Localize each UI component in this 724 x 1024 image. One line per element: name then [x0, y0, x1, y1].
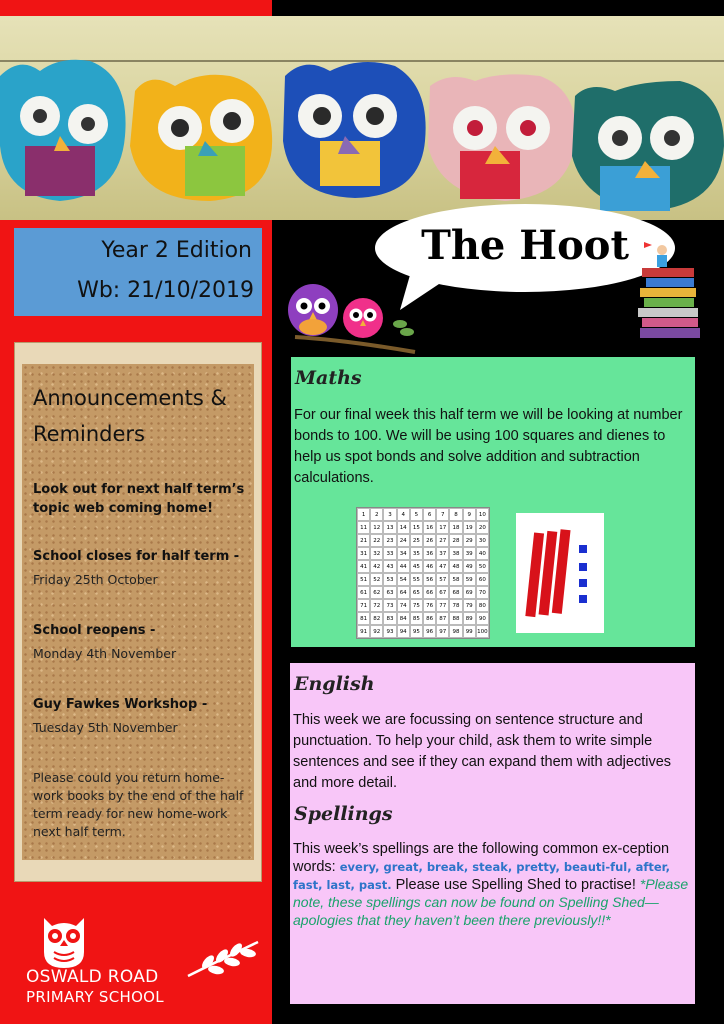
hundred-square-cell: 94 — [397, 625, 410, 638]
hundred-square-cell: 18 — [449, 521, 462, 534]
school-reopens-label: School reopens - — [33, 623, 156, 638]
edition-box — [14, 228, 262, 316]
hundred-square-cell: 32 — [370, 547, 383, 560]
hundred-square-cell: 71 — [357, 599, 370, 612]
hundred-square-cell: 76 — [423, 599, 436, 612]
spellings-words: every, great, break, steak, pretty, beauti-ful, after, fast, last, past. — [293, 860, 671, 892]
hundred-square-cell: 78 — [449, 599, 462, 612]
hundred-square-cell: 4 — [397, 508, 410, 521]
hundred-square-cell: 10 — [476, 508, 489, 521]
hundred-square-cell: 100 — [476, 625, 489, 638]
guy-fawkes-date: Tuesday 5th November — [33, 720, 178, 735]
hundred-square-cell: 7 — [436, 508, 449, 521]
hundred-square-cell: 95 — [410, 625, 423, 638]
edition-week: Wb: 21/10/2019 — [77, 278, 254, 303]
hundred-square-cell: 79 — [463, 599, 476, 612]
hundred-square-cell: 40 — [476, 547, 489, 560]
hundred-square-cell: 28 — [449, 534, 462, 547]
hundred-square-cell: 80 — [476, 599, 489, 612]
hundred-square-cell: 49 — [463, 560, 476, 573]
school-closes-label: School closes for half term - — [33, 549, 240, 564]
hundred-square-cell: 85 — [410, 612, 423, 625]
school-logo — [26, 910, 266, 1010]
hundred-square-cell: 17 — [436, 521, 449, 534]
hundred-square-cell: 47 — [436, 560, 449, 573]
hundred-square-cell: 73 — [383, 599, 396, 612]
hundred-square-cell: 69 — [463, 586, 476, 599]
hundred-square-cell: 83 — [383, 612, 396, 625]
hundred-square-cell: 52 — [370, 573, 383, 586]
english-text: This week we are focussing on sentence structure and punctuation. To help your child, ask them to write simple sentences and see if they can expand them with adjectives and more detail. — [293, 712, 672, 791]
hundred-square-cell: 56 — [423, 573, 436, 586]
hundred-square-cell: 63 — [383, 586, 396, 599]
hundred-square-cell: 59 — [463, 573, 476, 586]
hundred-square-cell: 20 — [476, 521, 489, 534]
hundred-square-cell: 46 — [423, 560, 436, 573]
hundred-square-cell: 43 — [383, 560, 396, 573]
topic-web-reminder: Look out for next half term’s topic web coming home! — [33, 482, 245, 516]
hundred-square-cell: 58 — [449, 573, 462, 586]
hundred-square-cell: 70 — [476, 586, 489, 599]
hundred-square-cell: 15 — [410, 521, 423, 534]
edition-year: Year 2 Edition — [101, 238, 252, 263]
hundred-square-cell: 62 — [370, 586, 383, 599]
hundred-square-cell: 97 — [436, 625, 449, 638]
hundred-square-cell: 81 — [357, 612, 370, 625]
hundred-square-cell: 26 — [423, 534, 436, 547]
hundred-square-cell: 23 — [383, 534, 396, 547]
owl-5 — [572, 81, 724, 211]
hundred-square-cell: 44 — [397, 560, 410, 573]
hundred-square-cell: 54 — [397, 573, 410, 586]
hundred-square-cell: 12 — [370, 521, 383, 534]
hundred-square-cell: 29 — [463, 534, 476, 547]
english-heading: English — [294, 673, 375, 695]
newsletter-title: The Hoot — [421, 222, 629, 269]
hundred-square-cell: 37 — [436, 547, 449, 560]
spellings-heading: Spellings — [294, 803, 393, 825]
hundred-square-cell: 42 — [370, 560, 383, 573]
hundred-square-cell: 51 — [357, 573, 370, 586]
hundred-square-cell: 87 — [436, 612, 449, 625]
hundred-square-cell: 67 — [436, 586, 449, 599]
hundred-square-cell: 30 — [476, 534, 489, 547]
maths-section — [291, 357, 695, 647]
school-closes-date: Friday 25th October — [33, 572, 158, 587]
hundred-square-cell: 75 — [410, 599, 423, 612]
hundred-square-cell: 9 — [463, 508, 476, 521]
spellings-note: *Please note, these spellings can now be found on Spelling Shed—apologies that they haven’t been there previously!!* — [293, 876, 689, 928]
spellings-text — [293, 840, 692, 930]
hundred-square-cell: 8 — [449, 508, 462, 521]
hundred-square-cell: 34 — [397, 547, 410, 560]
dienes-blocks-image — [516, 513, 604, 633]
hundred-square-cell: 96 — [423, 625, 436, 638]
hundred-square-cell: 36 — [423, 547, 436, 560]
maths-heading: Maths — [295, 367, 362, 389]
hundred-square-cell: 25 — [410, 534, 423, 547]
owl-logo-icon — [36, 912, 92, 970]
hundred-square-cell: 19 — [463, 521, 476, 534]
hundred-square-cell: 50 — [476, 560, 489, 573]
hundred-square-cell: 11 — [357, 521, 370, 534]
hundred-square-cell: 77 — [436, 599, 449, 612]
hundred-square-cell: 3 — [383, 508, 396, 521]
hundred-square-cell: 45 — [410, 560, 423, 573]
hundred-square-cell: 91 — [357, 625, 370, 638]
hundred-square-cell: 64 — [397, 586, 410, 599]
hundred-square-image — [356, 507, 490, 639]
banner-owls-photo — [0, 16, 724, 220]
maths-text: For our final week this half term we will be looking at number bonds to 100. We will be using 100 squares and dienes to help us spot bonds and solve addition and subtraction calculations. — [294, 407, 683, 486]
hundred-square-cell: 39 — [463, 547, 476, 560]
hundred-square-cell: 27 — [436, 534, 449, 547]
spellings-intro: This week’s spellings are the following common ex-ception words: — [293, 841, 670, 875]
hundred-square-cell: 82 — [370, 612, 383, 625]
hundred-square-cell: 60 — [476, 573, 489, 586]
hundred-square-cell: 6 — [423, 508, 436, 521]
books-stack-icon — [636, 240, 704, 342]
hundred-square-cell: 53 — [383, 573, 396, 586]
hundred-square-cell: 68 — [449, 586, 462, 599]
hundred-square-cell: 24 — [397, 534, 410, 547]
hundred-square-cell: 65 — [410, 586, 423, 599]
hundred-square-cell: 33 — [383, 547, 396, 560]
hundred-square-cell: 2 — [370, 508, 383, 521]
school-name-line2: PRIMARY SCHOOL — [26, 988, 164, 1006]
dienes-blocks-illustration — [516, 513, 604, 633]
school-name-line1: OSWALD ROAD — [26, 967, 159, 987]
homework-reminder: Please could you return home-work books by the end of the half term ready for new home-work next half term. — [33, 770, 244, 839]
hundred-square-cell: 84 — [397, 612, 410, 625]
hundred-square-cell: 21 — [357, 534, 370, 547]
hundred-square-cell: 89 — [463, 612, 476, 625]
hundred-square-cell: 93 — [383, 625, 396, 638]
hundred-square-cell: 61 — [357, 586, 370, 599]
hundred-square-cell: 22 — [370, 534, 383, 547]
hundred-square-cell: 1 — [357, 508, 370, 521]
hundred-square-cell: 88 — [449, 612, 462, 625]
hundred-square-cell: 13 — [383, 521, 396, 534]
hundred-square-cell: 35 — [410, 547, 423, 560]
hundred-square-cell: 72 — [370, 599, 383, 612]
hundred-square-cell: 98 — [449, 625, 462, 638]
english-section — [290, 663, 695, 1004]
hundred-square-cell: 92 — [370, 625, 383, 638]
owl-bunting-illustration — [0, 16, 724, 220]
hundred-square-cell: 66 — [423, 586, 436, 599]
hundred-square-cell: 99 — [463, 625, 476, 638]
hundred-square-cell: 86 — [423, 612, 436, 625]
hundred-square-cell: 55 — [410, 573, 423, 586]
hundred-square-cell: 14 — [397, 521, 410, 534]
spellings-practise: Please use Spelling Shed to practise! — [391, 877, 640, 893]
hundred-square-cell: 41 — [357, 560, 370, 573]
owl-4 — [428, 74, 576, 201]
announcements-heading: Announcements & Reminders — [33, 386, 227, 446]
owl-2 — [130, 75, 272, 201]
school-reopens-date: Monday 4th November — [33, 646, 177, 661]
owl-1 — [0, 60, 126, 201]
hundred-square-cell: 16 — [423, 521, 436, 534]
hundred-square-cell: 48 — [449, 560, 462, 573]
owls-on-branch-icon — [285, 282, 420, 354]
laurel-branch-icon — [186, 938, 262, 978]
hundred-square-cell: 57 — [436, 573, 449, 586]
guy-fawkes-label: Guy Fawkes Workshop - — [33, 697, 208, 712]
owl-3 — [283, 62, 426, 198]
hundred-square-cell: 74 — [397, 599, 410, 612]
hundred-square-cell: 90 — [476, 612, 489, 625]
hundred-square-cell: 38 — [449, 547, 462, 560]
announcements-board — [22, 364, 254, 860]
hundred-square-cell: 5 — [410, 508, 423, 521]
hundred-square-cell: 31 — [357, 547, 370, 560]
